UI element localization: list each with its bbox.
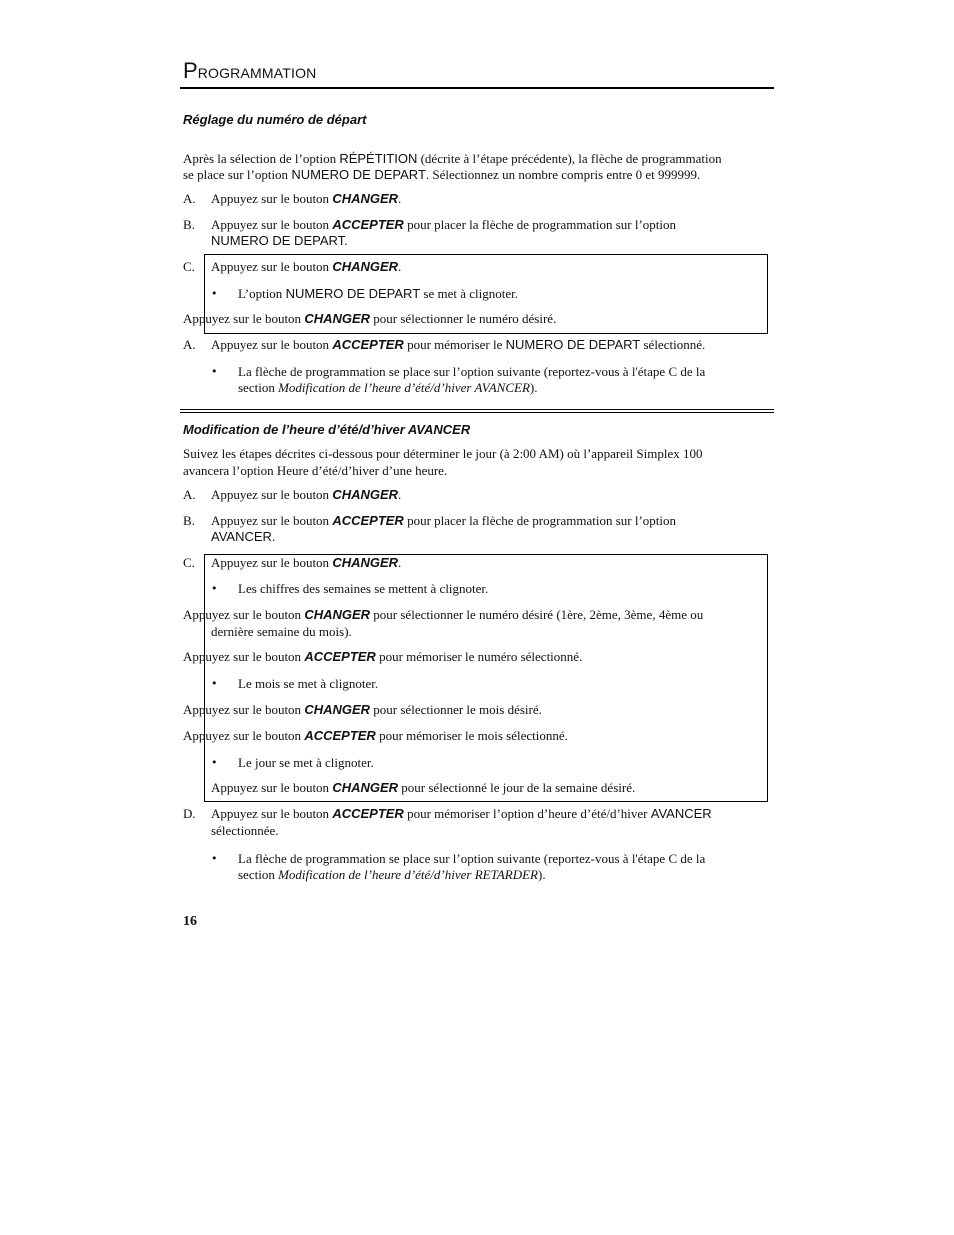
button-name: ACCEPTER <box>332 806 404 821</box>
bullet-text: Le mois se met à clignoter. <box>238 676 379 691</box>
step-letter: A. <box>183 487 196 502</box>
bullet-icon: • <box>211 852 218 865</box>
step-text: Appuyez sur le bouton CHANGER. <box>211 259 402 274</box>
button-name: CHANGER <box>332 555 399 570</box>
section-divider <box>180 412 774 413</box>
bullet-text-continued: section Modification de l’heure d’été/d’hiver RETARDER). <box>238 867 546 882</box>
step-text-continued: NUMERO DE DEPART. <box>211 233 348 248</box>
box-line: Appuyez sur le bouton CHANGER pour sélectionner le mois désiré. <box>183 702 542 717</box>
paragraph-line: Suivez les étapes décrites ci-dessous pour déterminer le jour (à 2:00 AM) où l’appareil Simplex 100 <box>183 446 703 461</box>
step-text: Appuyez sur le bouton ACCEPTER pour placer la flèche de programmation sur l’option <box>211 217 677 232</box>
section-title: Modification de l’heure d’été/d’hiver AVANCER <box>183 422 471 437</box>
bullet-text-continued: section Modification de l’heure d’été/d’hiver AVANCER). <box>238 380 538 395</box>
header-initial: P <box>183 58 198 83</box>
bullet-text: Le jour se met à clignoter. <box>238 755 374 770</box>
step-text: Appuyez sur le bouton CHANGER. <box>211 191 402 206</box>
button-name: CHANGER <box>304 702 371 717</box>
bullet-text: La flèche de programmation se place sur l’option suivante (reportez-vous à l'étape C de la <box>238 364 706 379</box>
step-text: Appuyez sur le bouton CHANGER. <box>211 487 402 502</box>
button-name: ACCEPTER <box>304 728 376 743</box>
step-text: Appuyez sur le bouton ACCEPTER pour mémoriser le NUMERO DE DEPART sélectionné. <box>211 337 706 352</box>
button-name: CHANGER <box>304 311 371 326</box>
button-name: ACCEPTER <box>304 649 376 664</box>
bullet-icon: • <box>211 756 218 769</box>
box-line: Appuyez sur le bouton CHANGER pour sélectionner le numéro désiré. <box>183 311 557 326</box>
step-letter: C. <box>183 555 195 570</box>
step-letter: A. <box>183 337 196 352</box>
button-name: CHANGER <box>304 607 371 622</box>
bullet-text: La flèche de programmation se place sur l’option suivante (reportez-vous à l'étape C de la <box>238 851 706 866</box>
step-letter: D. <box>183 806 196 821</box>
bullet-icon: • <box>211 287 218 300</box>
box-line: Appuyez sur le bouton CHANGER pour sélectionné le jour de la semaine désiré. <box>211 780 636 795</box>
bullet-text: Les chiffres des semaines se mettent à clignoter. <box>238 581 489 596</box>
step-letter: C. <box>183 259 195 274</box>
page-header <box>183 58 317 84</box>
step-letter: A. <box>183 191 196 206</box>
bullet-icon: • <box>211 677 218 690</box>
button-name: CHANGER <box>332 191 399 206</box>
box-line: Appuyez sur le bouton ACCEPTER pour mémoriser le numéro sélectionné. <box>183 649 583 664</box>
section-reference: Modification de l’heure d’été/d’hiver AVANCER <box>278 380 530 395</box>
page-number: 16 <box>183 914 197 929</box>
section-reference: Modification de l’heure d’été/d’hiver RETARDER <box>278 867 538 882</box>
button-name: CHANGER <box>332 259 399 274</box>
section-title: Réglage du numéro de départ <box>183 112 367 127</box>
header-title: ROGRAMMATION <box>197 65 317 81</box>
button-name: ACCEPTER <box>332 217 404 232</box>
bullet-icon: • <box>211 365 218 378</box>
paragraph-line: avancera l’option Heure d’été/d’hiver d’une heure. <box>183 463 448 478</box>
box-line-continued: dernière semaine du mois). <box>211 624 352 639</box>
step-text-continued: sélectionnée. <box>211 823 279 838</box>
bullet-icon: • <box>211 582 218 595</box>
button-name: CHANGER <box>332 780 399 795</box>
paragraph-line: se place sur l’option NUMERO DE DEPART. Sélectionnez un nombre compris entre 0 et 999999. <box>183 167 701 182</box>
box-line: Appuyez sur le bouton ACCEPTER pour mémoriser le mois sélectionné. <box>183 728 568 743</box>
section-divider <box>180 409 774 410</box>
bullet-text: L’option NUMERO DE DEPART se met à clignoter. <box>238 286 518 301</box>
step-text: Appuyez sur le bouton ACCEPTER pour mémoriser l’option d’heure d’été/d’hiver AVANCER <box>211 806 712 821</box>
button-name: ACCEPTER <box>332 513 404 528</box>
box-line: Appuyez sur le bouton CHANGER pour sélectionner le numéro désiré (1ère, 2ème, 3ème, 4ème ou <box>183 607 704 622</box>
paragraph-line: Après la sélection de l’option RÉPÉTITION (décrite à l’étape précédente), la flèche de programmation <box>183 151 722 166</box>
header-rule <box>180 87 774 89</box>
step-text: Appuyez sur le bouton CHANGER. <box>211 555 402 570</box>
button-name: CHANGER <box>332 487 399 502</box>
step-letter: B. <box>183 217 195 232</box>
button-name: ACCEPTER <box>332 337 404 352</box>
step-text-continued: AVANCER. <box>211 529 276 544</box>
step-letter: B. <box>183 513 195 528</box>
step-text: Appuyez sur le bouton ACCEPTER pour placer la flèche de programmation sur l’option <box>211 513 677 528</box>
